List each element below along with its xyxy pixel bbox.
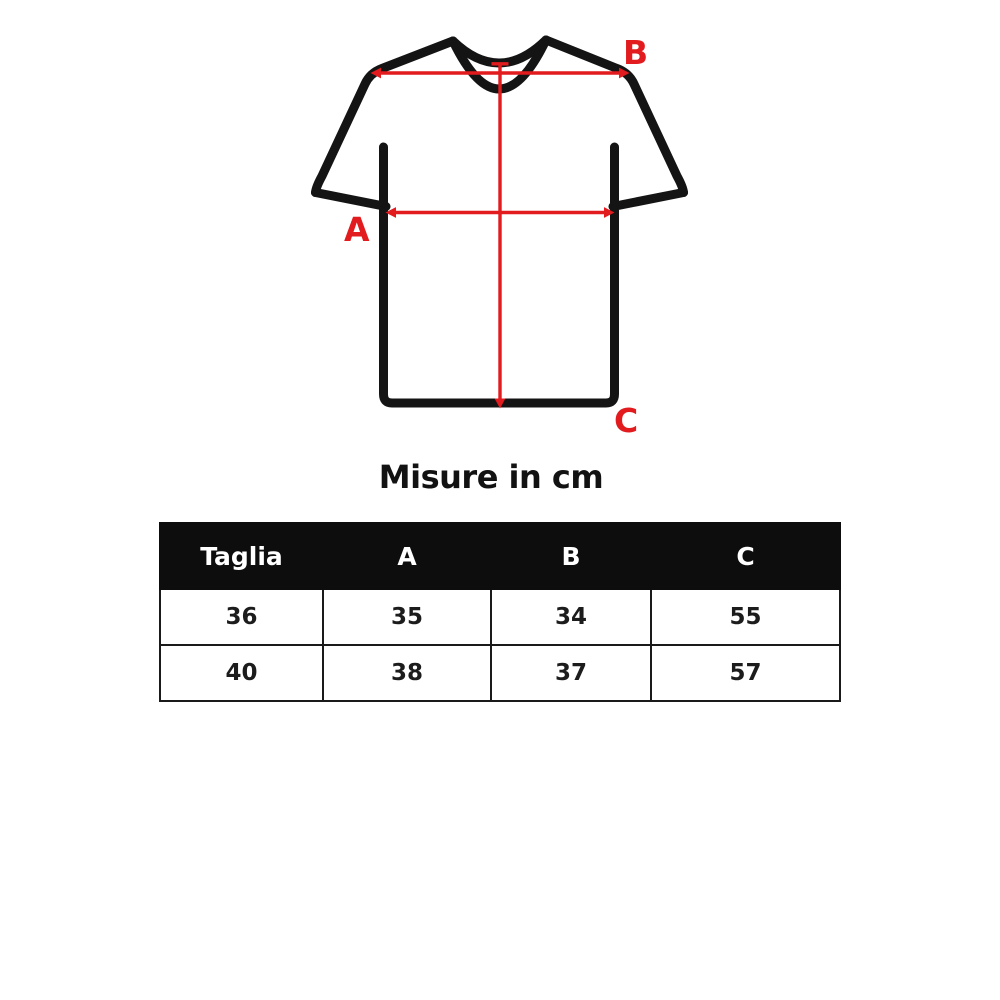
cell-a: 38	[323, 645, 491, 701]
cell-c: 57	[651, 645, 840, 701]
header-cell-c: C	[651, 523, 840, 589]
cell-b: 37	[491, 645, 651, 701]
measurement-lines	[371, 64, 630, 409]
header-cell-taglia: Taglia	[160, 523, 323, 589]
right-sleeve-underside	[613, 193, 684, 207]
left-sleeve-underside	[316, 193, 387, 207]
size-table-header-row	[160, 523, 840, 589]
measure-label-a: A	[344, 210, 370, 249]
cell-size: 40	[160, 645, 323, 701]
size-table	[159, 522, 841, 702]
cell-a: 35	[323, 589, 491, 645]
measure-label-b: B	[623, 33, 649, 72]
cell-c: 55	[651, 589, 840, 645]
header-cell-b: B	[491, 523, 651, 589]
cell-b: 34	[491, 589, 651, 645]
page-title: Misure in cm	[378, 458, 604, 496]
header-cell-a: A	[323, 523, 491, 589]
table-row	[160, 589, 840, 645]
measure-label-c: C	[614, 401, 639, 440]
cell-size: 36	[160, 589, 323, 645]
table-row	[160, 645, 840, 701]
